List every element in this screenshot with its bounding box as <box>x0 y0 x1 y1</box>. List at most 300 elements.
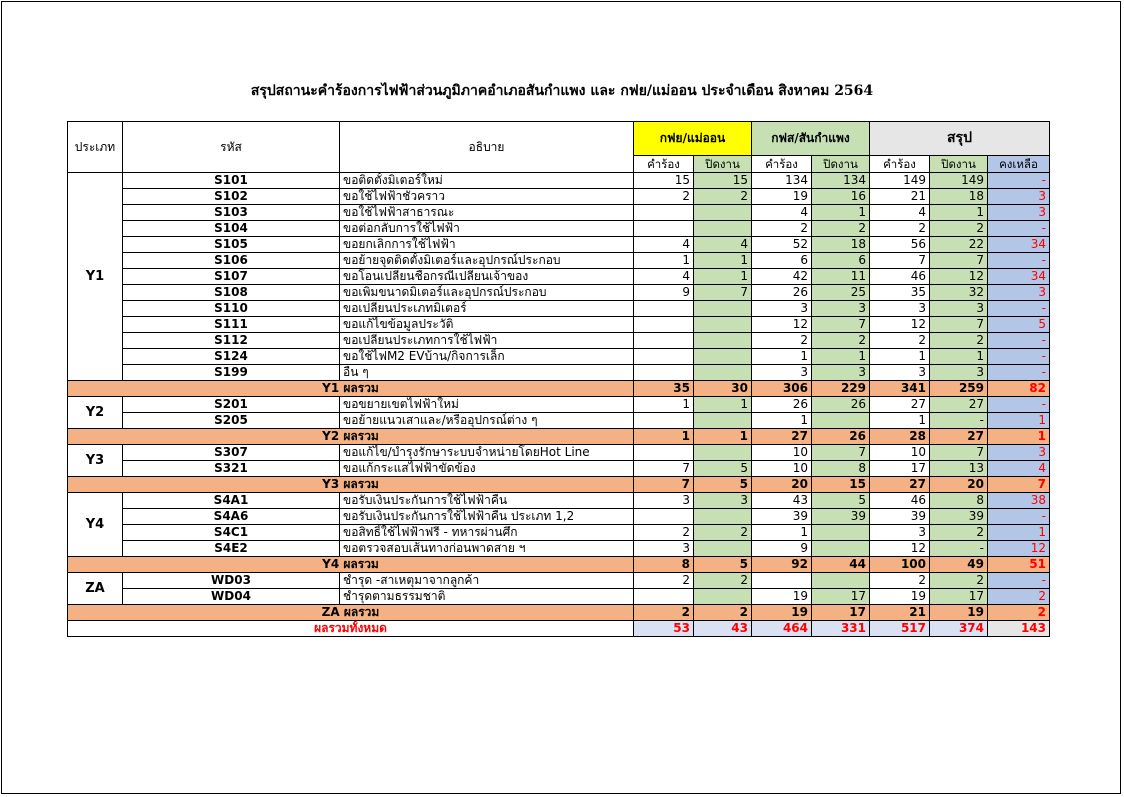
subtotal-label: ZA ผลรวม <box>68 605 634 621</box>
subheader-remaining-summary: คงเหลือ <box>988 156 1050 173</box>
remain-cell: 3 <box>988 205 1050 221</box>
remain-cell: 3 <box>988 285 1050 301</box>
subheader-closed-maeon: ปิดงาน <box>694 156 752 173</box>
t-req-cell: 7 <box>870 253 930 269</box>
s-req-cell: 9 <box>752 541 812 557</box>
m-req-cell <box>634 413 694 429</box>
s-req-cell: 10 <box>752 445 812 461</box>
s-req-cell: 19 <box>752 589 812 605</box>
t-req-cell: 2 <box>870 333 930 349</box>
m-req-cell: 9 <box>634 285 694 301</box>
t-close-cell: 17 <box>930 589 988 605</box>
grand-total-s-req: 464 <box>752 621 812 637</box>
t-close-cell: 149 <box>930 173 988 189</box>
subtotal-t-close: 19 <box>930 605 988 621</box>
m-req-cell <box>634 509 694 525</box>
subheader-closed-summary: ปิดงาน <box>930 156 988 173</box>
description-cell: ขอแก้ไขข้อมูลประวัติ <box>340 317 634 333</box>
description-cell: ขอรับเงินประกันการใช้ไฟฟ้าคืน ประเภท 1,2 <box>340 509 634 525</box>
m-req-cell: 2 <box>634 573 694 589</box>
code-cell: S107 <box>123 269 340 285</box>
t-req-cell: 39 <box>870 509 930 525</box>
t-close-cell: 3 <box>930 301 988 317</box>
table-row <box>68 509 1050 525</box>
m-req-cell: 1 <box>634 253 694 269</box>
remain-cell: - <box>988 253 1050 269</box>
s-close-cell: 39 <box>812 509 870 525</box>
subtotal-m-req: 35 <box>634 381 694 397</box>
t-req-cell: 56 <box>870 237 930 253</box>
subtotal-m-close: 5 <box>694 557 752 573</box>
remain-cell: - <box>988 509 1050 525</box>
category-cell: ZA <box>68 573 123 605</box>
s-close-cell: 3 <box>812 365 870 381</box>
m-req-cell <box>634 365 694 381</box>
description-cell: ขอเปลี่ยนประเภทการใช้ไฟฟ้า <box>340 333 634 349</box>
m-req-cell: 2 <box>634 525 694 541</box>
s-req-cell: 4 <box>752 205 812 221</box>
table-row <box>68 221 1050 237</box>
table-row <box>68 397 1050 413</box>
code-cell: S108 <box>123 285 340 301</box>
category-cell: Y4 <box>68 493 123 557</box>
t-close-cell: 7 <box>930 445 988 461</box>
remain-cell: 1 <box>988 413 1050 429</box>
remain-cell: - <box>988 173 1050 189</box>
code-cell: S199 <box>123 365 340 381</box>
t-req-cell: 1 <box>870 413 930 429</box>
t-req-cell: 1 <box>870 349 930 365</box>
subtotal-m-close: 30 <box>694 381 752 397</box>
code-cell: S4E2 <box>123 541 340 557</box>
complaint-status-table <box>67 121 1050 637</box>
table-row <box>68 237 1050 253</box>
m-req-cell: 2 <box>634 189 694 205</box>
description-cell: ขอตรวจสอบเส้นทางก่อนพาดสาย ฯ <box>340 541 634 557</box>
s-close-cell <box>812 525 870 541</box>
description-cell: ขอยกเลิกการใช้ไฟฟ้า <box>340 237 634 253</box>
t-close-cell: - <box>930 413 988 429</box>
subtotal-remain: 51 <box>988 557 1050 573</box>
m-close-cell <box>694 589 752 605</box>
m-close-cell <box>694 509 752 525</box>
t-req-cell: 3 <box>870 525 930 541</box>
s-close-cell: 1 <box>812 349 870 365</box>
subtotal-s-close: 15 <box>812 477 870 493</box>
grand-total-label: ผลรวมทั้งหมด <box>68 621 634 637</box>
code-cell: S124 <box>123 349 340 365</box>
t-req-cell: 19 <box>870 589 930 605</box>
subheader-requests-maeon: คำร้อง <box>634 156 694 173</box>
m-req-cell: 4 <box>634 269 694 285</box>
s-close-cell: 17 <box>812 589 870 605</box>
subtotal-remain: 7 <box>988 477 1050 493</box>
s-close-cell: 6 <box>812 253 870 269</box>
table-row <box>68 173 1050 189</box>
remain-cell: 34 <box>988 237 1050 253</box>
subtotal-m-close: 2 <box>694 605 752 621</box>
table-row <box>68 461 1050 477</box>
description-cell: ขอเพิ่มขนาดมิเตอร์และอุปกรณ์ประกอบ <box>340 285 634 301</box>
s-req-cell: 1 <box>752 349 812 365</box>
subtotal-t-req: 27 <box>870 477 930 493</box>
table-row <box>68 445 1050 461</box>
header-code: รหัส <box>123 122 340 173</box>
s-close-cell <box>812 413 870 429</box>
t-req-cell: 4 <box>870 205 930 221</box>
remain-cell: 2 <box>988 589 1050 605</box>
description-cell: อื่น ๆ <box>340 365 634 381</box>
t-close-cell: 18 <box>930 189 988 205</box>
m-close-cell <box>694 349 752 365</box>
s-req-cell: 1 <box>752 413 812 429</box>
m-req-cell: 1 <box>634 397 694 413</box>
remain-cell: 38 <box>988 493 1050 509</box>
header-group-sankamphaeng: กฟส/สันกำแพง <box>752 122 870 156</box>
s-req-cell: 2 <box>752 221 812 237</box>
subtotal-remain: 2 <box>988 605 1050 621</box>
subtotal-row <box>68 429 1050 445</box>
description-cell: ขอต่อกลับการใช้ไฟฟ้า <box>340 221 634 237</box>
subtotal-label: Y2 ผลรวม <box>68 429 634 445</box>
s-req-cell: 42 <box>752 269 812 285</box>
m-close-cell <box>694 413 752 429</box>
s-req-cell: 19 <box>752 189 812 205</box>
header-row-1 <box>68 122 1050 156</box>
subtotal-row <box>68 605 1050 621</box>
subtotal-t-close: 20 <box>930 477 988 493</box>
table-row <box>68 365 1050 381</box>
m-req-cell: 7 <box>634 461 694 477</box>
t-close-cell: 12 <box>930 269 988 285</box>
m-req-cell <box>634 445 694 461</box>
subtotal-label: Y3 ผลรวม <box>68 477 634 493</box>
t-close-cell: 1 <box>930 349 988 365</box>
header-group-summary: สรุป <box>870 122 1050 156</box>
subtotal-t-close: 49 <box>930 557 988 573</box>
m-req-cell <box>634 221 694 237</box>
remain-cell: 34 <box>988 269 1050 285</box>
description-cell: ชำรุด -สาเหตุมาจากลูกค้า <box>340 573 634 589</box>
subtotal-m-req: 8 <box>634 557 694 573</box>
t-close-cell: 3 <box>930 365 988 381</box>
s-req-cell: 39 <box>752 509 812 525</box>
subtotal-row <box>68 381 1050 397</box>
subtotal-row <box>68 557 1050 573</box>
t-close-cell: 8 <box>930 493 988 509</box>
m-close-cell: 2 <box>694 189 752 205</box>
t-close-cell: 32 <box>930 285 988 301</box>
t-req-cell: 12 <box>870 317 930 333</box>
s-close-cell: 5 <box>812 493 870 509</box>
s-req-cell: 12 <box>752 317 812 333</box>
table-row <box>68 333 1050 349</box>
m-close-cell <box>694 445 752 461</box>
m-close-cell: 15 <box>694 173 752 189</box>
header-description: อธิบาย <box>340 122 634 173</box>
s-req-cell: 43 <box>752 493 812 509</box>
subtotal-label: Y1 ผลรวม <box>68 381 634 397</box>
category-cell: Y3 <box>68 445 123 477</box>
description-cell: ขอแก้ไข/บำรุงรักษาระบบจำหน่ายโดยHot Line <box>340 445 634 461</box>
code-cell: S112 <box>123 333 340 349</box>
subtotal-remain: 82 <box>988 381 1050 397</box>
description-cell: ขอรับเงินประกันการใช้ไฟฟ้าคืน <box>340 493 634 509</box>
grand-total-remain: 143 <box>988 621 1050 637</box>
description-cell: ขอย้ายแนวเสาและ/หรืออุปกรณ์ต่าง ๆ <box>340 413 634 429</box>
code-cell: S104 <box>123 221 340 237</box>
s-req-cell: 134 <box>752 173 812 189</box>
t-close-cell: 22 <box>930 237 988 253</box>
table-row <box>68 269 1050 285</box>
m-close-cell: 2 <box>694 525 752 541</box>
remain-cell: - <box>988 333 1050 349</box>
s-close-cell <box>812 573 870 589</box>
t-close-cell: 2 <box>930 525 988 541</box>
subtotal-s-close: 26 <box>812 429 870 445</box>
code-cell: S111 <box>123 317 340 333</box>
subtotal-m-req: 1 <box>634 429 694 445</box>
subheader-requests-sankamphaeng: คำร้อง <box>752 156 812 173</box>
grand-total-m-req: 53 <box>634 621 694 637</box>
t-close-cell: 7 <box>930 253 988 269</box>
table-row <box>68 589 1050 605</box>
code-cell: S110 <box>123 301 340 317</box>
t-close-cell: 39 <box>930 509 988 525</box>
code-cell: WD04 <box>123 589 340 605</box>
code-cell: S321 <box>123 461 340 477</box>
m-close-cell <box>694 541 752 557</box>
s-req-cell: 26 <box>752 285 812 301</box>
grand-total-m-close: 43 <box>694 621 752 637</box>
subtotal-t-req: 100 <box>870 557 930 573</box>
table-row <box>68 541 1050 557</box>
remain-cell: 4 <box>988 461 1050 477</box>
description-cell: ขอใช้ไฟฟ้าสาธารณะ <box>340 205 634 221</box>
t-req-cell: 10 <box>870 445 930 461</box>
m-close-cell <box>694 205 752 221</box>
page-title: สรุปสถานะคำร้องการไฟฟ้าส่วนภูมิภาคอำเภอสันกำแพง และ กฟย/แม่ออน ประจำเดือน สิงหาคม 2564 <box>250 83 874 99</box>
remain-cell: 12 <box>988 541 1050 557</box>
m-req-cell <box>634 589 694 605</box>
code-cell: S106 <box>123 253 340 269</box>
remain-cell: - <box>988 349 1050 365</box>
s-close-cell: 7 <box>812 317 870 333</box>
s-close-cell: 1 <box>812 205 870 221</box>
subtotal-s-req: 20 <box>752 477 812 493</box>
subtotal-s-req: 19 <box>752 605 812 621</box>
m-close-cell <box>694 317 752 333</box>
description-cell: ขอเปลี่ยนประเภทมิเตอร์ <box>340 301 634 317</box>
table-row <box>68 189 1050 205</box>
m-close-cell: 1 <box>694 397 752 413</box>
grand-total-s-close: 331 <box>812 621 870 637</box>
s-close-cell: 7 <box>812 445 870 461</box>
code-cell: S4A1 <box>123 493 340 509</box>
s-req-cell <box>752 573 812 589</box>
m-close-cell: 2 <box>694 573 752 589</box>
s-close-cell: 2 <box>812 333 870 349</box>
t-close-cell: 7 <box>930 317 988 333</box>
t-req-cell: 17 <box>870 461 930 477</box>
table-row <box>68 413 1050 429</box>
code-cell: S101 <box>123 173 340 189</box>
t-req-cell: 21 <box>870 189 930 205</box>
m-req-cell <box>634 301 694 317</box>
code-cell: S103 <box>123 205 340 221</box>
description-cell: ขอสิทธิ์ใช้ไฟฟ้าฟรี - ทหารผ่านศึก <box>340 525 634 541</box>
remain-cell: - <box>988 301 1050 317</box>
description-cell: ขอแก้กระแสไฟฟ้าขัดข้อง <box>340 461 634 477</box>
category-cell: Y1 <box>68 173 123 381</box>
t-req-cell: 46 <box>870 493 930 509</box>
description-cell: ขอใช้ไฟM2 EVบ้าน/กิจการเล็ก <box>340 349 634 365</box>
t-req-cell: 149 <box>870 173 930 189</box>
description-cell: ขอโอนเปลี่ยนชื่อกรณีเปลี่ยนเจ้าของ <box>340 269 634 285</box>
s-close-cell: 16 <box>812 189 870 205</box>
grand-total-row <box>68 621 1050 637</box>
t-req-cell: 2 <box>870 573 930 589</box>
t-close-cell: 1 <box>930 205 988 221</box>
remain-cell: - <box>988 221 1050 237</box>
table-row <box>68 285 1050 301</box>
subtotal-m-req: 2 <box>634 605 694 621</box>
code-cell: S201 <box>123 397 340 413</box>
subtotal-t-close: 27 <box>930 429 988 445</box>
m-close-cell <box>694 333 752 349</box>
table-row <box>68 205 1050 221</box>
subtotal-label: Y4 ผลรวม <box>68 557 634 573</box>
grand-total-t-close: 374 <box>930 621 988 637</box>
t-req-cell: 2 <box>870 221 930 237</box>
s-req-cell: 2 <box>752 333 812 349</box>
description-cell: ขอขยายเขตไฟฟ้าใหม่ <box>340 397 634 413</box>
t-close-cell: 27 <box>930 397 988 413</box>
m-close-cell: 3 <box>694 493 752 509</box>
s-close-cell: 2 <box>812 221 870 237</box>
subtotal-t-close: 259 <box>930 381 988 397</box>
subtotal-s-close: 44 <box>812 557 870 573</box>
s-close-cell: 8 <box>812 461 870 477</box>
description-cell: ขอใช้ไฟฟ้าชั่วคราว <box>340 189 634 205</box>
t-close-cell: - <box>930 541 988 557</box>
m-req-cell <box>634 333 694 349</box>
subtotal-m-close: 1 <box>694 429 752 445</box>
m-req-cell: 4 <box>634 237 694 253</box>
m-req-cell: 3 <box>634 493 694 509</box>
table-row <box>68 493 1050 509</box>
code-cell: S307 <box>123 445 340 461</box>
s-req-cell: 26 <box>752 397 812 413</box>
subtotal-s-req: 27 <box>752 429 812 445</box>
t-close-cell: 2 <box>930 573 988 589</box>
m-close-cell: 7 <box>694 285 752 301</box>
m-close-cell <box>694 301 752 317</box>
subtotal-s-close: 229 <box>812 381 870 397</box>
table-row <box>68 573 1050 589</box>
subtotal-t-req: 21 <box>870 605 930 621</box>
m-close-cell: 4 <box>694 237 752 253</box>
m-req-cell <box>634 349 694 365</box>
category-cell: Y2 <box>68 397 123 429</box>
s-close-cell: 134 <box>812 173 870 189</box>
remain-cell: - <box>988 365 1050 381</box>
m-close-cell: 5 <box>694 461 752 477</box>
remain-cell: - <box>988 397 1050 413</box>
subtotal-s-req: 92 <box>752 557 812 573</box>
table-row <box>68 525 1050 541</box>
t-req-cell: 12 <box>870 541 930 557</box>
description-cell: ขอย้ายจุดติดตั้งมิเตอร์และอุปกรณ์ประกอบ <box>340 253 634 269</box>
table-row <box>68 253 1050 269</box>
grand-total-t-req: 517 <box>870 621 930 637</box>
m-req-cell <box>634 317 694 333</box>
s-close-cell: 26 <box>812 397 870 413</box>
remain-cell: 1 <box>988 525 1050 541</box>
table-row <box>68 349 1050 365</box>
m-req-cell: 15 <box>634 173 694 189</box>
subtotal-t-req: 341 <box>870 381 930 397</box>
code-cell: S105 <box>123 237 340 253</box>
m-close-cell <box>694 365 752 381</box>
s-req-cell: 3 <box>752 365 812 381</box>
description-cell: ขอติดตั้งมิเตอร์ใหม่ <box>340 173 634 189</box>
s-close-cell: 18 <box>812 237 870 253</box>
m-close-cell: 1 <box>694 269 752 285</box>
m-req-cell: 3 <box>634 541 694 557</box>
code-cell: S4C1 <box>123 525 340 541</box>
subheader-closed-sankamphaeng: ปิดงาน <box>812 156 870 173</box>
subtotal-t-req: 28 <box>870 429 930 445</box>
header-group-maeon: กฟย/แม่ออน <box>634 122 752 156</box>
subtotal-s-req: 306 <box>752 381 812 397</box>
description-cell: ชำรุดตามธรรมชาติ <box>340 589 634 605</box>
s-close-cell <box>812 541 870 557</box>
table-row <box>68 317 1050 333</box>
code-cell: S205 <box>123 413 340 429</box>
table-row <box>68 301 1050 317</box>
m-close-cell: 1 <box>694 253 752 269</box>
s-req-cell: 6 <box>752 253 812 269</box>
s-close-cell: 3 <box>812 301 870 317</box>
m-req-cell <box>634 205 694 221</box>
t-close-cell: 2 <box>930 333 988 349</box>
m-close-cell <box>694 221 752 237</box>
s-req-cell: 10 <box>752 461 812 477</box>
t-req-cell: 27 <box>870 397 930 413</box>
remain-cell: 3 <box>988 445 1050 461</box>
remain-cell: 5 <box>988 317 1050 333</box>
t-req-cell: 3 <box>870 301 930 317</box>
code-cell: S102 <box>123 189 340 205</box>
t-req-cell: 35 <box>870 285 930 301</box>
subtotal-remain: 1 <box>988 429 1050 445</box>
t-req-cell: 3 <box>870 365 930 381</box>
t-close-cell: 13 <box>930 461 988 477</box>
header-category: ประเภท <box>68 122 123 173</box>
subheader-requests-summary: คำร้อง <box>870 156 930 173</box>
s-close-cell: 11 <box>812 269 870 285</box>
s-req-cell: 52 <box>752 237 812 253</box>
subtotal-m-req: 7 <box>634 477 694 493</box>
subtotal-s-close: 17 <box>812 605 870 621</box>
t-req-cell: 46 <box>870 269 930 285</box>
subtotal-row <box>68 477 1050 493</box>
remain-cell: - <box>988 573 1050 589</box>
remain-cell: 3 <box>988 189 1050 205</box>
s-req-cell: 3 <box>752 301 812 317</box>
subtotal-m-close: 5 <box>694 477 752 493</box>
